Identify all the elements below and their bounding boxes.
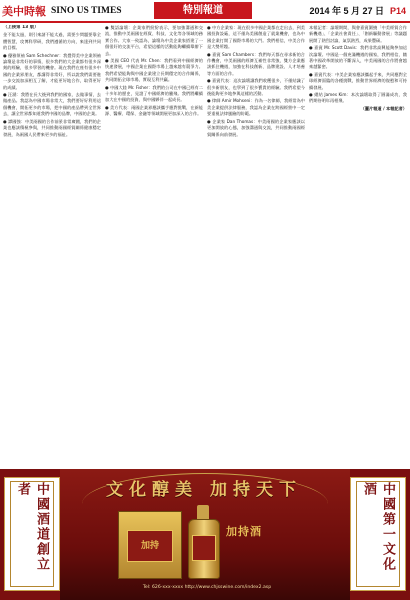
paragraph: ● 美國 CEO 代表 Mr. Chen：我們看到中國經濟的快速發展，中國企業在國際市場上越來越有競爭力。我們希望能夠與中國企業建立長期穩定的合作關係，共同開拓全球市場，實現互利共贏。 <box>105 58 203 83</box>
paragraph: ● 中國大陸 Mr. Fisher：我們的公司在中國已經有二十多年的歷史，見證了中國經濟的騰飛。我們將繼續加大在中國的投資，與中國夥伴一起成長。 <box>105 84 203 103</box>
paragraph: ● 嘉賓代表：這次論壇讓我們收穫很多，不僅結識了很多新朋友，也學到了很多寶貴的經驗。我們希望今後能夠更多地參與這樣的活動。 <box>207 78 305 97</box>
ad-contact-url[interactable]: Tel: 626-xxx-xxxx http://www.chjsswine.com/index2.asp <box>142 585 272 590</box>
photo-credit: （圖片報道 / 本報記者） <box>360 105 407 111</box>
article-body <box>3 25 407 469</box>
continued-from: （上接第 13 版） <box>3 25 39 30</box>
text-column-1 <box>3 25 101 469</box>
ad-product-name: 加持酒 <box>226 525 262 538</box>
liquor-bottle-image <box>186 505 220 577</box>
paragraph: ● 律師 Amir Mohseni：作為一名律師，我經常為中美企業提供法律服務，我認為企業在跨國經營中一定要重視法律風險的防範。 <box>207 98 305 117</box>
brand <box>2 3 122 19</box>
paragraph: ● 優雅領袖 Sam Schechner：我覺得美中企業領袖論壇是非常好的事情，很多我們的大企業都有很多深刻的經驗，很多學習的機會。現在我們在座有很多中國的企業界朋友，都講得非常好，所以說我們需要進一步交流加深相互了解，才能更好地合作，取得更好的成績。 <box>3 52 101 90</box>
ad-side-panel-right <box>350 477 406 591</box>
advertisement-banner[interactable] <box>0 469 410 600</box>
paragraph: ● 總結 James Kim：本次論壇取得了圓滿成功，我們期待明年再相聚。 <box>309 92 407 104</box>
paragraph: ● 嘉賓 Mr. Scott Davis：我們非常高興能夠參加這次論壇。中國是一個充滿機遇的國家，我們相信，隨著中國改革開放的不斷深入，中美兩國的合作將會越來越緊密。 <box>309 45 407 70</box>
page-number: P14 <box>389 6 406 16</box>
paragraph: ● 中方企業家：現在很多中國企業都在走出去，到美國投資設廠，這不僅為美國創造了就業機會，也為中國企業打開了國際市場的大門。我們相信，中美合作是大勢所趨。 <box>207 25 305 50</box>
gift-box-label: 加持 <box>140 541 159 551</box>
masthead <box>0 0 410 22</box>
header-rule <box>0 21 410 23</box>
paragraph: ● 美方代表：兩國企業界應該攜手應對挑戰，在新能源、醫療、環保、金融等領域開展更加深入的合作。 <box>105 104 203 117</box>
issue-date: 2014 年 5 月 27 日 <box>309 6 384 16</box>
ad-vertical-text-right: 中國第一文化酒 <box>361 482 395 572</box>
ad-vertical-text-left: 中國酒道創立者 <box>15 482 49 572</box>
paragraph: ● 嘉賓 Sam Chambers：我們每天都在尋求新的合作機會，中美兩國的經濟互補性非常強，雙方企業應該抓住機遇，加強在科技創新、品牌建設、人才培養等方面的合作。 <box>207 51 305 76</box>
date-and-page <box>309 4 406 17</box>
section-title: 特別報道 <box>154 2 252 19</box>
paragraph: 金不能太過，則引來諸不能太過，需要少問題要靠全體智慧，攻博科學研，我們遵循的方向，來達到共同的目標。 <box>3 32 101 51</box>
paragraph: ● 汪涵：我將在長大後到我們的國家，去做事情，去做產品。我認為中國市場非常大，我們要好好利用這個機會，開拓更多的市場，把中國的產品帶到全世界去，讓全世界都知道我們中國的品牌，中國的企業。 <box>3 92 101 117</box>
paragraph: ● 譚國強：中美兩國的合作前景非常廣闊，我們的企業也應該積極參與，共同推動兩國經貿關係健康穩定發展，為兩國人民帶來更多的福祉。 <box>3 118 101 137</box>
paragraph: ● 雙語論壇：企業家們紛紛表示，要加強溝通和交流，推動中美兩國在經貿、科技、文化等各領域的務實合作。大家一致認為，論壇為中美企業家搭建了一個很好的交流平台，希望這樣的活動能夠繼續舉辦下去。 <box>105 25 203 56</box>
ad-side-panel-left <box>4 477 60 591</box>
brand-name-chinese: 美中時報 <box>2 5 46 18</box>
brand-name-english: SINO US TIMES <box>51 6 122 16</box>
paragraph: ● 企業家 Dan Thomas：中美兩國的企業家應該以更加開放的心態，加強溝通與交流，共同推動兩國經貿關係向前發展。 <box>207 118 305 137</box>
paragraph: 本報記者：論壇期間，與會嘉賓圍繞「中美經貿合作新機遇」、「企業社會責任」、「創新驅動發展」等議題展開了熱烈討論，氣氛熱烈，成果豐碩。 <box>309 25 407 43</box>
paragraph: ● 嘉賓代表：中美企業家應該攜起手來，共同應對全球經濟面臨的各種挑戰，推動世界經濟的復甦和可持續發展。 <box>309 71 407 90</box>
text-column-2 <box>105 25 203 469</box>
text-column-3 <box>207 25 305 469</box>
gift-box-image <box>118 511 182 579</box>
text-column-4 <box>309 25 407 469</box>
ad-slogan: 文化醇美 加持天下 <box>106 480 302 500</box>
